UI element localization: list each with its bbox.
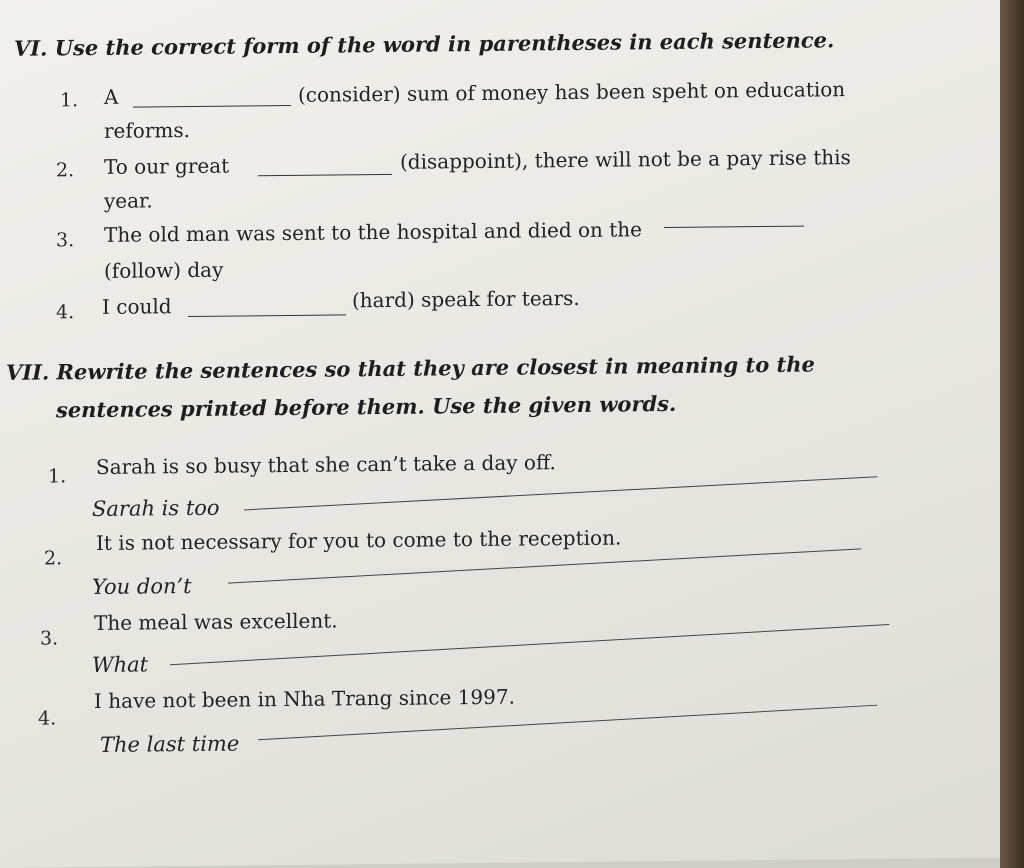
section-7-heading-line2: sentences printed before them. Use the given words. [56,390,677,423]
s6-item4-text-before: I could [102,294,172,319]
desk-edge [1000,0,1024,868]
s6-item1-continuation: reforms. [104,118,190,143]
s6-item3-continuation: (follow) day [104,257,224,283]
s7-item3-prompt: What [92,652,149,678]
s6-item4-number: 4. [56,301,75,324]
s7-item2-number: 2. [44,547,63,570]
s7-item2-answer-line[interactable] [228,548,861,583]
s6-item4-blank[interactable] [188,314,346,317]
s6-item2-text-after: (disappoint), there will not be a pay rise this [400,145,851,174]
s6-item1-text-after: (consider) sum of money has been speht on education [298,77,846,107]
s7-item2-sentence: It is not necessary for you to come to the reception. [96,525,622,555]
s6-item3-number: 3. [56,229,75,252]
s7-item3-sentence: The meal was excellent. [94,608,338,636]
s7-item1-answer-line[interactable] [244,476,877,510]
s6-item2-number: 2. [56,159,75,182]
s6-item2-continuation: year. [104,188,153,213]
s7-item3-number: 3. [40,627,59,650]
s6-item3-text-before: The old man was sent to the hospital and died on the [104,217,643,247]
s7-item4-prompt: The last time [100,731,240,757]
s6-item1-blank[interactable] [133,105,291,108]
s7-item1-number: 1. [48,465,67,488]
s6-item3-blank[interactable] [664,226,804,228]
section-7-heading-line1: VII. Rewrite the sentences so that they are closest in meaning to the [6,351,815,385]
s7-item2-prompt: You don’t [92,573,192,600]
s7-item1-prompt: Sarah is too [92,495,220,522]
s6-item1-text-before: A [104,84,119,109]
s7-item1-sentence: Sarah is so busy that she can’t take a day off. [96,450,556,479]
section-6-heading: VI. Use the correct form of the word in parentheses in each sentence. [14,27,835,61]
s7-item4-sentence: I have not been in Nha Trang since 1997. [94,684,515,714]
s7-item4-number: 4. [38,707,57,730]
s6-item2-blank[interactable] [258,174,392,176]
s6-item2-text-before: To our great [104,153,230,179]
s6-item4-text-after: (hard) speak for tears. [352,285,580,313]
s6-item1-number: 1. [60,89,79,112]
